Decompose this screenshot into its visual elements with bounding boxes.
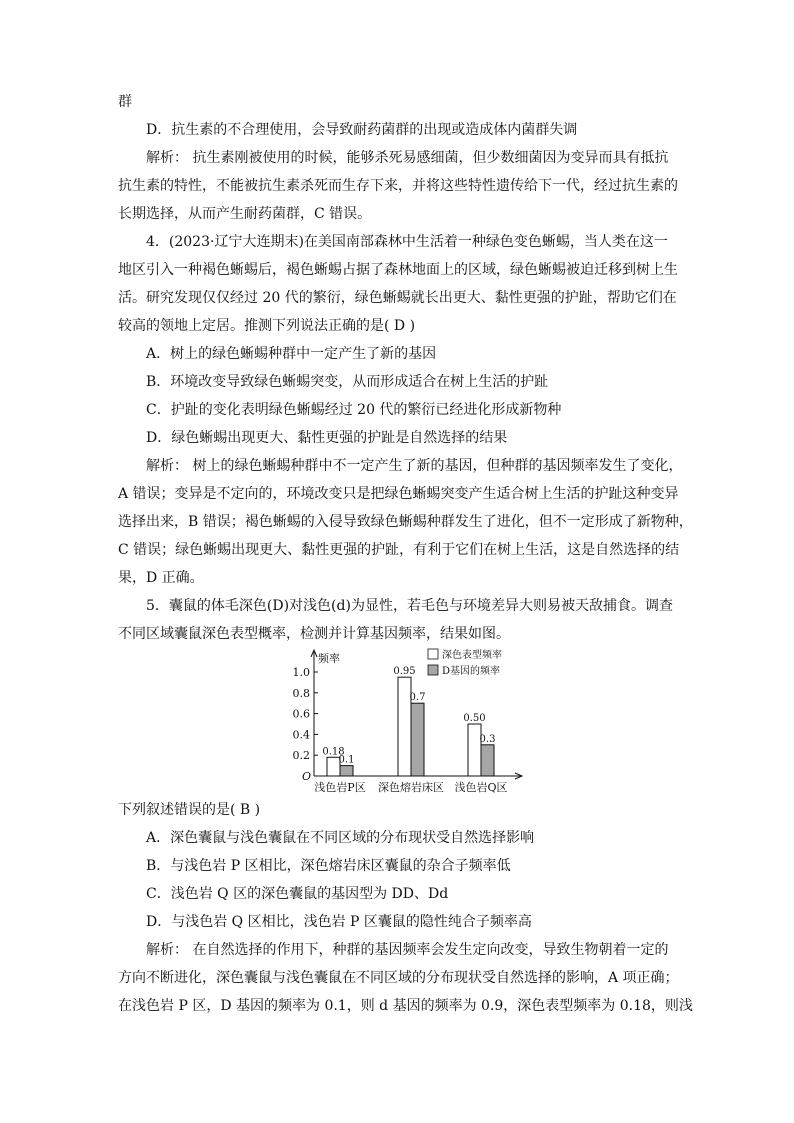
text-line: 方向不断进化，深色囊鼠与浅色囊鼠在不同区域的分布现状受自然选择的影响，A 项正确； [118,970,679,986]
option-d: D．与浅色岩 Q 区相比，浅色岩 P 区囊鼠的隐性纯合子频率高 [146,914,532,930]
text-line: 在浅色岩 P 区，D 基因的频率为 0.1，则 d 基因的频率为 0.9，深色表型频率为 0.18，则浅 [118,998,693,1014]
legend-label: 深色表型频率 [442,650,502,661]
y-tick-label: 0.8 [292,686,310,700]
legend [428,648,502,677]
option-c: C．护趾的变化表明绿色蜥蜴经过 20 代的繁衍已经进化形成新物种 [146,402,562,418]
bar-value-label: 0.1 [338,754,355,766]
bar-value-label: 0.50 [463,713,486,724]
option-a: A．深色囊鼠与浅色囊鼠在不同区域的分布现状受自然选择影响 [146,830,535,846]
option-d: D．绿色蜥蜴出现更大、黏性更强的护趾是自然选择的结果 [146,430,508,446]
option-d: D．抗生素的不合理使用，会导致耐药菌群的出现或造成体内菌群失调 [146,122,578,138]
option-b: B．环境改变导致绿色蜥蜴突变，从而形成适合在树上生活的护趾 [146,374,549,390]
y-tick-label: 0.4 [292,728,310,742]
analysis-paragraph: 解析： 抗生素刚被使用的时候，能够杀死易感细菌，但少数细菌因为变异而具有抵抗 [146,150,669,166]
bar-value-label: 0.18 [322,746,345,758]
text-line: 选择出来，B 错误；褐色蜥蜴的入侵导致绿色蜥蜴种群发生了进化，但不一定形成了新物种， [118,514,693,530]
text-line: 抗生素的特性，不能被抗生素杀死而生存下来，并将这些特性遗传给下一代，经过抗生素的 [118,178,678,194]
analysis-paragraph: 解析： 在自然选择的作用下，种群的基因频率会发生定向改变，导致生物朝着一定的 [146,942,669,958]
option-c: C．浅色岩 Q 区的深色囊鼠的基因型为 DD、Dd [146,886,449,902]
option-a: A．树上的绿色蜥蜴种群中一定产生了新的基因 [146,346,437,362]
bar-value-label: 0.3 [479,733,496,745]
origin-label: O [302,770,312,783]
text-line: 群 [118,94,132,110]
question-5: 5．囊鼠的体毛深色(D)对浅色(d)为显性，若毛色与环境差异大则易被天敌捕食。调查 [146,598,673,614]
text-line: 活。研究发现仅仅经过 20 代的繁衍，绿色蜥蜴就长出更大、黏性更强的护趾，帮助它们在 [118,290,677,306]
question-stem: 下列叙述错误的是( B ) [118,802,261,818]
bar-d-gene [411,703,424,776]
frequency-bar-chart [282,646,528,796]
option-b: B．与浅色岩 P 区相比，深色熔岩床区囊鼠的杂合子频率低 [146,858,511,874]
x-category-label: 浅色岩P区 [314,781,366,794]
bar-d-gene [481,745,494,776]
bar-d-gene [340,766,353,776]
text-line: 长期选择，从而产生耐药菌群，C 错误。 [118,206,372,222]
bar-value-label: 0.7 [409,692,426,704]
text-line: 不同区域囊鼠深色表型概率，检测并计算基因频率，结果如图。 [118,626,510,642]
text-line: 地区引入一种褐色蜥蜴后，褐色蜥蜴占据了森林地面上的区域，绿色蜥蜴被迫迁移到树上生 [118,262,678,278]
legend-label: D基因的频率 [442,666,501,677]
legend-swatch-d-gene [428,665,438,675]
text-line: 果，D 正确。 [118,570,204,586]
analysis-paragraph: 解析： 树上的绿色蜥蜴种群中不一定产生了新的基因，但种群的基因频率发生了变化， [146,458,683,474]
y-tick-label: 1.0 [292,666,310,679]
x-category-label: 浅色岩Q区 [454,781,508,794]
y-tick-label: 0.2 [292,749,310,763]
y-axis-label: 频率 [318,652,340,665]
legend-swatch-dark-phenotype [428,649,438,659]
x-category-label: 深色熔岩床区 [378,781,444,794]
text-line: C 错误；绿色蜥蜴出现更大、黏性更强的护趾，有利于它们在树上生活，这是自然选择的结 [118,542,680,558]
text-line: A 错误；变异是不定向的，环境改变只是把绿色蜥蜴突变产生适合树上生活的护趾这种变异 [118,486,679,502]
y-tick-label: 0.6 [292,707,310,721]
question-4: 4．(2023·辽宁大连期末)在美国南部森林中生活着一种绿色变色蜥蜴，当人类在这一 [146,234,668,250]
text-line: 较高的领地上定居。推测下列说法正确的是( D ) [118,318,416,334]
bar-value-label: 0.95 [393,666,416,678]
bar-dark-phenotype [468,724,481,776]
